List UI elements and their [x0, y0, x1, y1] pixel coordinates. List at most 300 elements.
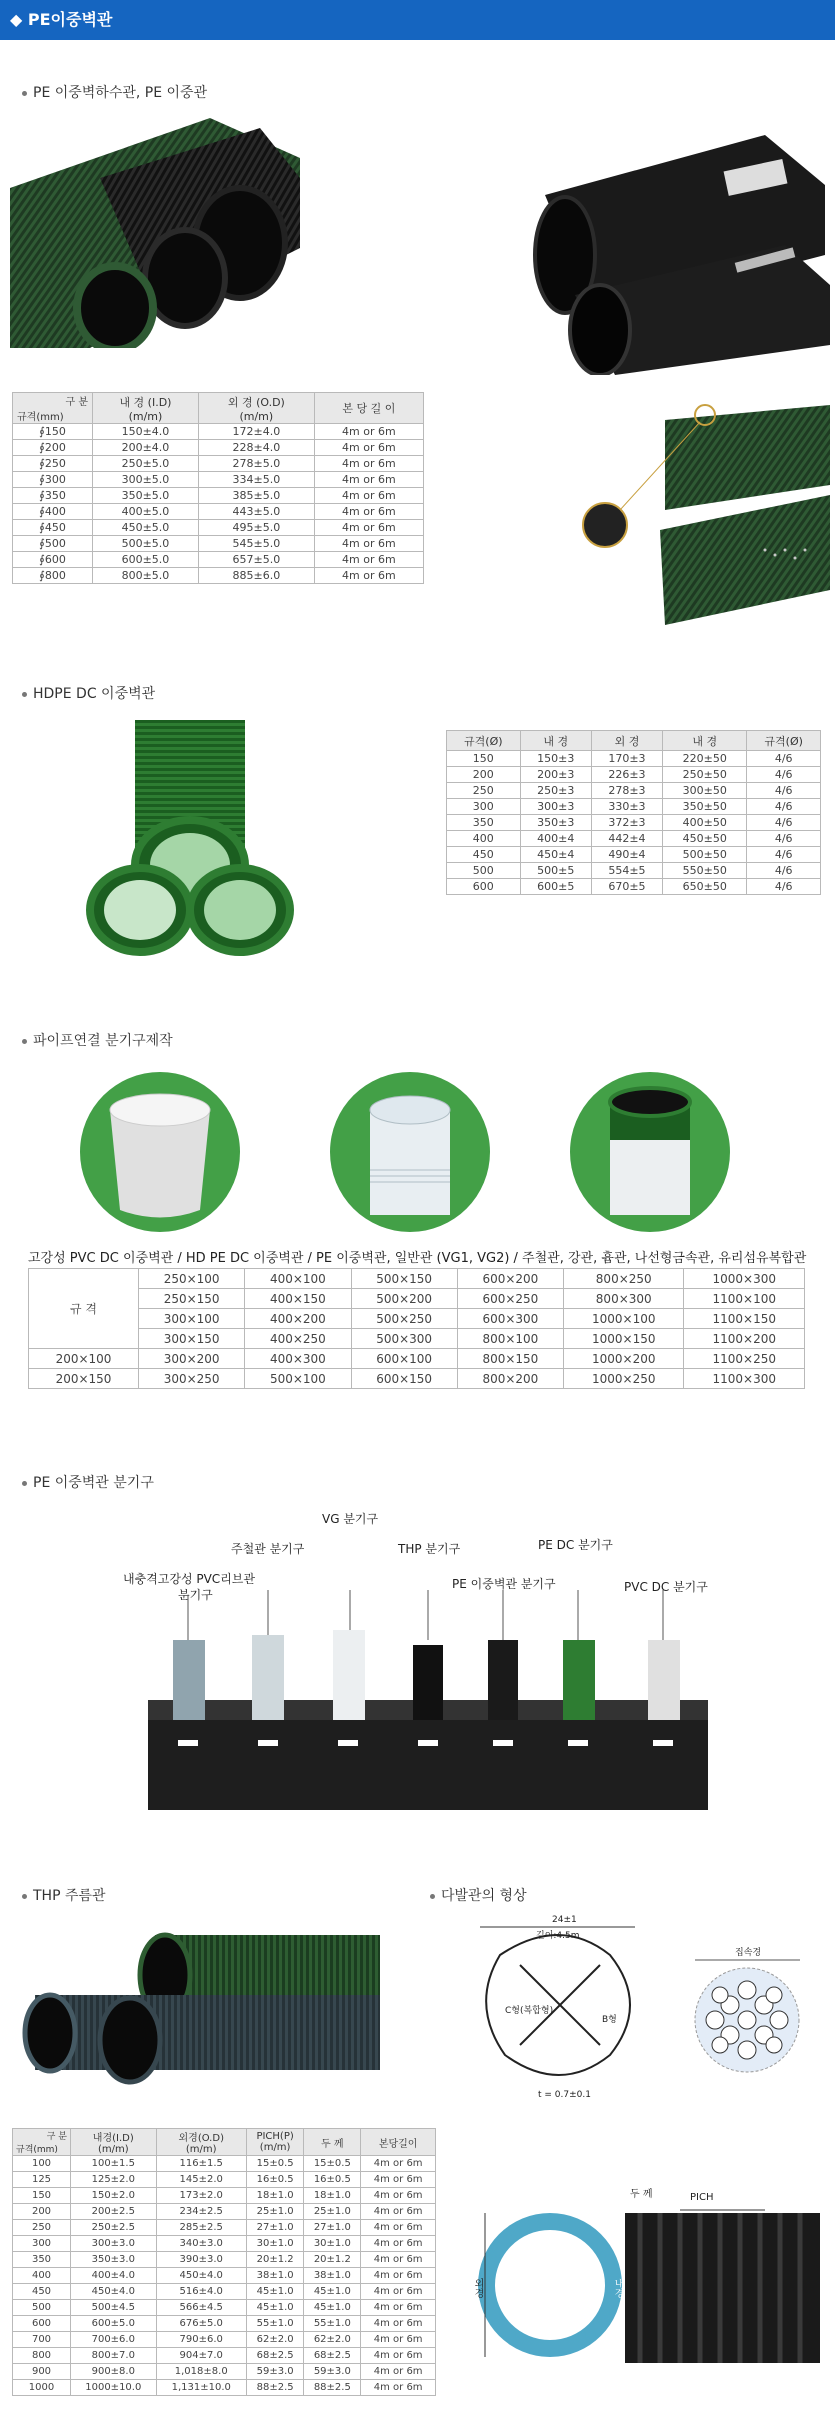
diamond-icon: ◆ — [10, 10, 23, 29]
table-cell: 278±3 — [591, 783, 662, 799]
table-cell: 172±4.0 — [198, 424, 314, 440]
table-cell: ∮800 — [13, 568, 93, 584]
table-cell: 4/6 — [747, 751, 821, 767]
table-cell: 600 — [13, 2316, 71, 2332]
col-header: 내경(I.D) (m/m) — [71, 2129, 157, 2156]
table-cell: 800 — [13, 2348, 71, 2364]
table-cell: 300×250 — [139, 1369, 245, 1389]
label-c-type: C형(복합형) — [505, 2006, 554, 2016]
pe-double-pipes-photo — [505, 115, 830, 375]
hdpe-spec-table — [446, 730, 821, 895]
table-cell: 500×150 — [351, 1269, 457, 1289]
table-row — [447, 863, 821, 879]
table-cell: 600×200 — [457, 1269, 563, 1289]
table-cell: 904±7.0 — [156, 2348, 246, 2364]
table-cell: 4m or 6m — [361, 2316, 436, 2332]
table-cell: 4m or 6m — [361, 2188, 436, 2204]
table-cell: 68±2.5 — [304, 2348, 361, 2364]
table-cell: 45±1.0 — [246, 2284, 303, 2300]
fitting-photo-3 — [570, 1070, 730, 1235]
section-title-thp — [22, 1885, 106, 1905]
table-cell: 650±50 — [663, 879, 747, 895]
table-cell: 16±0.5 — [304, 2172, 361, 2188]
pe-pipes-photo — [10, 118, 300, 348]
table-cell: 450±5.0 — [93, 520, 199, 536]
table-cell: 550±50 — [663, 863, 747, 879]
table-cell: 500×200 — [351, 1289, 457, 1309]
label-branch: 분기구 — [178, 1588, 213, 1602]
table-cell: 30±1.0 — [304, 2236, 361, 2252]
table-cell: ∮400 — [13, 504, 93, 520]
table-cell: 100±1.5 — [71, 2156, 157, 2172]
table-cell: ∮250 — [13, 456, 93, 472]
table-cell: 400±4.0 — [71, 2268, 157, 2284]
table-cell: 450±4.0 — [71, 2284, 157, 2300]
label-pvc-dc-branch: PVC DC 분기구 — [624, 1580, 708, 1594]
table-cell: 400×300 — [245, 1349, 351, 1369]
hdpe-pipes-photo — [85, 720, 295, 960]
label-thp-branch: THP 분기구 — [398, 1542, 461, 1556]
table-row — [13, 2220, 436, 2236]
table-cell: 250±2.5 — [71, 2220, 157, 2236]
table-cell: 125 — [13, 2172, 71, 2188]
branch-caption: 고강성 PVC DC 이중벽관 / HD PE DC 이중벽관 / PE 이중벽관, 일반관 (VG1, VG2) / 주철관, 강관, 흄관, 나선형금속관, 유리섬유복합관 — [28, 1251, 807, 1266]
table-cell: 250×150 — [139, 1289, 245, 1309]
table-cell: 234±2.5 — [156, 2204, 246, 2220]
table-cell: 450 — [447, 847, 521, 863]
table-cell: 500×300 — [351, 1329, 457, 1349]
table-cell: 554±5 — [591, 863, 662, 879]
table-cell: ∮200 — [13, 440, 93, 456]
table-cell: 450±4.0 — [156, 2268, 246, 2284]
table-cell: 400×250 — [245, 1329, 351, 1349]
section-title-bundle-shape — [430, 1885, 527, 1905]
table-cell: 300 — [13, 2236, 71, 2252]
table-cell: 4m or 6m — [361, 2156, 436, 2172]
table-cell: 500×100 — [245, 1369, 351, 1389]
section-title-pe-branch — [22, 1472, 154, 1492]
table-cell: 4/6 — [747, 767, 821, 783]
table-cell: 1,018±8.0 — [156, 2364, 246, 2380]
table-cell: 600±5.0 — [71, 2316, 157, 2332]
corner-top: 구 분 — [46, 2132, 67, 2142]
table-cell: 25±1.0 — [246, 2204, 303, 2220]
table-cell: 4m or 6m — [361, 2252, 436, 2268]
table-cell: 500 — [13, 2300, 71, 2316]
table-cell: 4m or 6m — [361, 2172, 436, 2188]
table-row — [13, 2188, 436, 2204]
table-cell: 226±3 — [591, 767, 662, 783]
table-row — [29, 1369, 805, 1389]
table-cell: 350 — [447, 815, 521, 831]
corner-top: 구 분 — [65, 397, 88, 408]
table-cell: 4m or 6m — [314, 520, 423, 536]
table-cell: 15±0.5 — [304, 2156, 361, 2172]
table-cell: 900±8.0 — [71, 2364, 157, 2380]
table-cell: 442±4 — [591, 831, 662, 847]
table-cell: ∮150 — [13, 424, 93, 440]
table-cell: 145±2.0 — [156, 2172, 246, 2188]
table-cell: 600±5.0 — [93, 552, 199, 568]
table-cell: 400×150 — [245, 1289, 351, 1309]
table-cell: 45±1.0 — [304, 2284, 361, 2300]
table-cell: 68±2.5 — [246, 2348, 303, 2364]
table-cell: 400±50 — [663, 815, 747, 831]
table-cell: 55±1.0 — [304, 2316, 361, 2332]
bullet-icon — [22, 692, 27, 697]
table-cell: 220±50 — [663, 751, 747, 767]
table-row — [13, 2156, 436, 2172]
table-cell: 390±3.0 — [156, 2252, 246, 2268]
label-pitch: PICH — [690, 2192, 714, 2203]
pe-pipes-illustration — [10, 118, 300, 348]
table-cell: 495±5.0 — [198, 520, 314, 536]
table-cell: 350±3.0 — [71, 2252, 157, 2268]
table-cell: 885±6.0 — [198, 568, 314, 584]
table-cell: 334±5.0 — [198, 472, 314, 488]
table-row — [13, 2268, 436, 2284]
label-inner-diameter: 내경 — [612, 2278, 623, 2298]
table-cell: 790±6.0 — [156, 2332, 246, 2348]
pipe-closeup-photo — [575, 400, 830, 635]
table-cell: 400×100 — [245, 1269, 351, 1289]
table-cell: 800×150 — [457, 1349, 563, 1369]
table-cell: 700±6.0 — [71, 2332, 157, 2348]
table-cell: 1100×100 — [684, 1289, 805, 1309]
table-cell: 400×200 — [245, 1309, 351, 1329]
table-cell: ∮600 — [13, 552, 93, 568]
table-cell: 300±50 — [663, 783, 747, 799]
table-cell: 100 — [13, 2156, 71, 2172]
branch-lineup-photo — [148, 1590, 708, 1810]
table-row — [29, 1309, 805, 1329]
table-cell: 1000 — [13, 2380, 71, 2396]
table-cell: 600×100 — [351, 1349, 457, 1369]
table-cell: 200±3 — [520, 767, 591, 783]
table-cell: 4m or 6m — [314, 440, 423, 456]
section-title-text: THP 주름관 — [33, 1888, 106, 1904]
bullet-icon — [430, 1894, 435, 1899]
section-title-text: PE 이중벽하수관, PE 이중관 — [33, 85, 208, 101]
col-header: PICH(P) (m/m) — [246, 2129, 303, 2156]
fitting-1-illustration — [80, 1070, 240, 1235]
table-cell: 1100×200 — [684, 1329, 805, 1349]
table-cell: 1000×150 — [564, 1329, 684, 1349]
label-pvc-rib-branch: 내충격고강성 PVC리브관 — [123, 1572, 255, 1586]
table-row — [13, 2348, 436, 2364]
table-cell: 300 — [447, 799, 521, 815]
table-cell: 4m or 6m — [314, 504, 423, 520]
page-title: PE이중벽관 — [27, 10, 113, 29]
table-cell: 340±3.0 — [156, 2236, 246, 2252]
label-pe-dc-branch: PE DC 분기구 — [538, 1538, 613, 1552]
table-cell: 4m or 6m — [361, 2268, 436, 2284]
table-row — [447, 783, 821, 799]
table-cell: 4m or 6m — [361, 2348, 436, 2364]
spec-row-header: 규 격 — [29, 1269, 139, 1349]
table-cell: 1100×300 — [684, 1369, 805, 1389]
table-row — [13, 440, 424, 456]
col-header: 외 경 — [591, 731, 662, 751]
table-cell: 4m or 6m — [314, 456, 423, 472]
table-cell: 600×300 — [457, 1309, 563, 1329]
dim-width: 24±1 — [552, 1915, 577, 1925]
bundle-diagram-1 — [460, 1915, 660, 2095]
table-cell: ∮350 — [13, 488, 93, 504]
table-row — [29, 1349, 805, 1369]
table-cell: 250 — [447, 783, 521, 799]
table-row — [13, 568, 424, 584]
table-cell: 4/6 — [747, 863, 821, 879]
table-cell: 1100×150 — [684, 1309, 805, 1329]
table-cell: 4m or 6m — [361, 2236, 436, 2252]
table-row — [13, 456, 424, 472]
table-row — [447, 799, 821, 815]
pe-spec-table — [12, 392, 424, 584]
table-cell: 4m or 6m — [314, 568, 423, 584]
branch-size-table — [28, 1268, 805, 1389]
table-row — [13, 2316, 436, 2332]
table-cell: 38±1.0 — [304, 2268, 361, 2284]
corner-bottom: 규격(mm) — [17, 412, 64, 423]
table-cell: 88±2.5 — [246, 2380, 303, 2396]
table-cell: 676±5.0 — [156, 2316, 246, 2332]
table-cell: 150 — [13, 2188, 71, 2204]
table-cell: 350±3 — [520, 815, 591, 831]
table-cell: 150 — [447, 751, 521, 767]
table-cell: 500±50 — [663, 847, 747, 863]
table-row — [447, 767, 821, 783]
hdpe-pipes-illustration — [85, 720, 295, 960]
col-header: 외 경 (O.D) (m/m) — [198, 393, 314, 424]
table-cell: 250 — [13, 2220, 71, 2236]
table-cell: 1000×300 — [684, 1269, 805, 1289]
table-cell: 18±1.0 — [304, 2188, 361, 2204]
table-cell: 4/6 — [747, 799, 821, 815]
page-header — [0, 0, 835, 40]
table-cell: 566±4.5 — [156, 2300, 246, 2316]
table-cell: 350±5.0 — [93, 488, 199, 504]
table-cell: 4/6 — [747, 879, 821, 895]
table-cell: 200×150 — [29, 1369, 139, 1389]
table-cell: 62±2.0 — [246, 2332, 303, 2348]
table-cell: 27±1.0 — [304, 2220, 361, 2236]
section-title-text: 다발관의 형상 — [441, 1888, 527, 1904]
table-cell: 150±3 — [520, 751, 591, 767]
table-cell: ∮450 — [13, 520, 93, 536]
label-thickness: 두 께 — [630, 2189, 653, 2200]
table-cell: 30±1.0 — [246, 2236, 303, 2252]
table-cell: 4m or 6m — [361, 2364, 436, 2380]
thp-pipes-illustration — [15, 1925, 380, 2090]
table-cell: 500×250 — [351, 1309, 457, 1329]
table-cell: 800×300 — [564, 1289, 684, 1309]
col-header: 내 경 — [520, 731, 591, 751]
table-cell: 450 — [13, 2284, 71, 2300]
table-cell: 25±1.0 — [304, 2204, 361, 2220]
table-row — [13, 424, 424, 440]
fitting-photo-2 — [330, 1070, 490, 1235]
table-cell: 4m or 6m — [361, 2300, 436, 2316]
table-cell: 200±2.5 — [71, 2204, 157, 2220]
table-cell: 500±4.5 — [71, 2300, 157, 2316]
table-cell: 300×150 — [139, 1329, 245, 1349]
table-row — [29, 1269, 805, 1289]
pipe-closeup-illustration — [575, 400, 830, 635]
table-cell: 600×250 — [457, 1289, 563, 1309]
pe-double-pipes-illustration — [505, 115, 830, 375]
table-cell: 88±2.5 — [304, 2380, 361, 2396]
table-row — [13, 2284, 436, 2300]
table-cell: 116±1.5 — [156, 2156, 246, 2172]
table-cell: 300±3 — [520, 799, 591, 815]
table-cell: 1100×250 — [684, 1349, 805, 1369]
table-cell: 670±5 — [591, 879, 662, 895]
section-title-text: PE 이중벽관 분기구 — [33, 1475, 154, 1491]
table-cell: 200 — [447, 767, 521, 783]
table-row — [447, 879, 821, 895]
table-cell: 173±2.0 — [156, 2188, 246, 2204]
table-cell: 700 — [13, 2332, 71, 2348]
table-cell: 600×150 — [351, 1369, 457, 1389]
table-cell: 1000±10.0 — [71, 2380, 157, 2396]
table-corner — [13, 393, 93, 424]
table-cell: 600±5 — [520, 879, 591, 895]
thp-spec-table — [12, 2128, 436, 2396]
table-cell: 150±4.0 — [93, 424, 199, 440]
dim-length: 길이:4.5m — [536, 1931, 580, 1941]
label-bundle-diameter: 집속경 — [735, 1948, 762, 1958]
table-cell: 300±3.0 — [71, 2236, 157, 2252]
col-header: 외경(O.D) (m/m) — [156, 2129, 246, 2156]
table-cell: 4m or 6m — [314, 472, 423, 488]
table-cell: 300×200 — [139, 1349, 245, 1369]
table-row — [13, 2252, 436, 2268]
table-cell: 450±50 — [663, 831, 747, 847]
table-row — [13, 2300, 436, 2316]
table-cell: 170±3 — [591, 751, 662, 767]
table-cell: 18±1.0 — [246, 2188, 303, 2204]
bullet-icon — [22, 1039, 27, 1044]
table-cell: 200±4.0 — [93, 440, 199, 456]
table-cell: 59±3.0 — [304, 2364, 361, 2380]
col-header: 본당길이 — [361, 2129, 436, 2156]
section-title-branch-fitting — [22, 1030, 173, 1050]
col-header: 내 경 (I.D) (m/m) — [93, 393, 199, 424]
table-cell: 500 — [447, 863, 521, 879]
thp-section-diagram — [465, 2175, 820, 2400]
label-b-type: B형 — [602, 2015, 617, 2025]
table-cell: 800±7.0 — [71, 2348, 157, 2364]
table-cell: 125±2.0 — [71, 2172, 157, 2188]
table-cell: 4/6 — [747, 847, 821, 863]
table-cell: 300×100 — [139, 1309, 245, 1329]
table-cell: 330±3 — [591, 799, 662, 815]
table-cell: 20±1.2 — [304, 2252, 361, 2268]
table-cell: ∮500 — [13, 536, 93, 552]
table-cell: 38±1.0 — [246, 2268, 303, 2284]
label-vg-branch: VG 분기구 — [322, 1512, 379, 1526]
table-cell: 900 — [13, 2364, 71, 2380]
table-cell: 278±5.0 — [198, 456, 314, 472]
col-header: 내 경 — [663, 731, 747, 751]
table-cell: 20±1.2 — [246, 2252, 303, 2268]
table-cell: 250±50 — [663, 767, 747, 783]
table-row — [29, 1329, 805, 1349]
table-cell: 4m or 6m — [361, 2380, 436, 2396]
table-cell: 62±2.0 — [304, 2332, 361, 2348]
table-cell: 200×100 — [29, 1349, 139, 1369]
col-header: 규격(Ø) — [747, 731, 821, 751]
table-row — [13, 504, 424, 520]
table-row — [13, 2380, 436, 2396]
table-cell: 55±1.0 — [246, 2316, 303, 2332]
bundle-shape-drawing — [460, 1915, 660, 2095]
branch-lineup-illustration — [148, 1590, 708, 1810]
table-cell: 45±1.0 — [304, 2300, 361, 2316]
table-row — [13, 536, 424, 552]
table-row — [13, 520, 424, 536]
section-title-text: HDPE DC 이중벽관 — [33, 686, 156, 702]
table-cell: 1000×200 — [564, 1349, 684, 1369]
col-header: 규격(Ø) — [447, 731, 521, 751]
table-row — [447, 751, 821, 767]
table-row — [13, 552, 424, 568]
table-row — [29, 1289, 805, 1309]
table-cell: 150±2.0 — [71, 2188, 157, 2204]
label-cast-iron-branch: 주철관 분기구 — [231, 1542, 305, 1556]
table-cell: 4/6 — [747, 783, 821, 799]
table-cell: 350 — [13, 2252, 71, 2268]
table-row — [447, 847, 821, 863]
table-cell: 4m or 6m — [361, 2204, 436, 2220]
thp-pipes-photo — [15, 1925, 380, 2090]
table-cell: 59±3.0 — [246, 2364, 303, 2380]
table-row — [13, 2172, 436, 2188]
table-cell: 200 — [13, 2204, 71, 2220]
table-cell: 400±4 — [520, 831, 591, 847]
col-header: 본 당 길 이 — [314, 393, 423, 424]
table-cell: 400 — [13, 2268, 71, 2284]
table-cell: 4/6 — [747, 815, 821, 831]
bullet-icon — [22, 1894, 27, 1899]
section-title-pe-double-wall — [22, 82, 207, 102]
label-outer-diameter: 외경 — [472, 2278, 483, 2298]
table-cell: 400±5.0 — [93, 504, 199, 520]
table-cell: 4/6 — [747, 831, 821, 847]
table-corner — [13, 2129, 71, 2156]
table-cell: 800±5.0 — [93, 568, 199, 584]
section-title-text: 파이프연결 분기구제작 — [33, 1033, 173, 1049]
table-cell: 1,131±10.0 — [156, 2380, 246, 2396]
table-cell: 4m or 6m — [361, 2332, 436, 2348]
table-row — [13, 472, 424, 488]
table-cell: 1000×250 — [564, 1369, 684, 1389]
table-cell: 27±1.0 — [246, 2220, 303, 2236]
table-cell: 300±5.0 — [93, 472, 199, 488]
table-cell: 4m or 6m — [314, 488, 423, 504]
table-cell: 4m or 6m — [314, 536, 423, 552]
thp-section-drawing — [465, 2175, 820, 2400]
table-cell: 400 — [447, 831, 521, 847]
bullet-icon — [22, 1481, 27, 1486]
table-row — [13, 488, 424, 504]
table-cell: 600 — [447, 879, 521, 895]
table-cell: 250±5.0 — [93, 456, 199, 472]
table-cell: 545±5.0 — [198, 536, 314, 552]
table-cell: 500±5.0 — [93, 536, 199, 552]
table-cell: 4m or 6m — [361, 2220, 436, 2236]
